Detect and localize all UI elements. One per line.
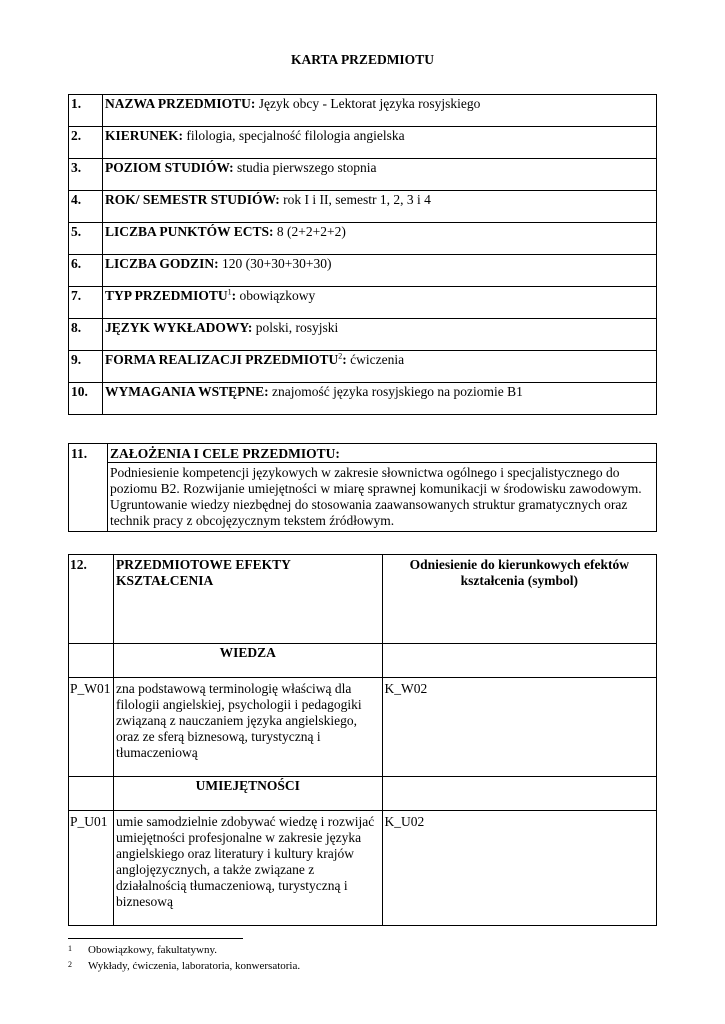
field-value: 120 (30+30+30+30)	[222, 256, 332, 271]
row-number: 5.	[69, 223, 103, 255]
footnote-separator	[68, 938, 243, 939]
course-info-table	[68, 94, 657, 415]
info-cell: FORMA REALIZACJI PRZEDMIOTU$^2$: ćwiczenia	[103, 351, 657, 383]
info-row	[69, 191, 657, 223]
outcome-description: umie samodzielnie zdobywać wiedzę i rozwijać umiejętności profesjonalne w zakresie języka angielskiego oraz literatury i kultury krajów anglojęzycznych, a także związane z działalnością tłumaczeniową, turystyczną i biznesową	[113, 811, 382, 926]
info-row	[69, 223, 657, 255]
info-cell: TYP PRZEDMIOTU$^1$: obowiązkowy	[103, 287, 657, 319]
outcome-code: P_U01	[69, 811, 114, 926]
row-number: 10.	[69, 383, 103, 415]
info-row	[69, 159, 657, 191]
row-number: 4.	[69, 191, 103, 223]
field-label: JĘZYK WYKŁADOWY:	[105, 320, 253, 335]
info-row	[69, 287, 657, 319]
info-row	[69, 351, 657, 383]
row-number: 9.	[69, 351, 103, 383]
field-label: KIERUNEK:	[105, 128, 184, 143]
field-label: ROK/ SEMESTR STUDIÓW:	[105, 192, 280, 207]
field-value: ćwiczenia	[350, 352, 405, 367]
field-label: TYP PRZEDMIOTU	[105, 288, 228, 303]
row-number: 8.	[69, 319, 103, 351]
goals-heading: ZAŁOŻENIA I CELE PRZEDMIOTU:	[108, 444, 657, 463]
section-title-umiejetnosci: UMIEJĘTNOŚCI	[113, 777, 382, 811]
footnote-2: 2 Wykłady, ćwiczenia, laboratoria, konwersatoria.	[68, 960, 301, 972]
field-label: WYMAGANIA WSTĘPNE:	[105, 384, 269, 399]
footnote-ref: 2	[338, 351, 343, 361]
info-cell	[103, 223, 657, 255]
outcome-row	[69, 811, 657, 926]
field-value: Język obcy - Lektorat języka rosyjskiego	[258, 96, 481, 111]
field-value: filologia, specjalność filologia angielska	[186, 128, 405, 143]
footnote-ref: 1	[227, 287, 232, 297]
row-number: 2.	[69, 127, 103, 159]
info-row	[69, 127, 657, 159]
row-number: 6.	[69, 255, 103, 287]
row-number: 7.	[69, 287, 103, 319]
info-cell	[103, 191, 657, 223]
field-value: rok I i II, semestr 1, 2, 3 i 4	[283, 192, 431, 207]
field-label: NAZWA PRZEDMIOTU:	[105, 96, 256, 111]
outcomes-header: PRZEDMIOTOWE EFEKTY KSZTAŁCENIA	[113, 555, 382, 644]
row-number: 11.	[69, 444, 108, 532]
info-cell	[103, 127, 657, 159]
goals-body: Podniesienie kompetencji językowych w zakresie słownictwa ogólnego i specjalistycznego do poziomu B2. Rozwijanie umiejętności w miarę sprawnej komunikacji w środowisku zawodowym. Ugruntowanie wiedzy niezbędnej do stosowania zaawansowanych struktur gramatycznych oraz technik pracy z obcojęzycznym tekstem źródłowym.	[108, 463, 657, 532]
field-value: obowiązkowy	[239, 288, 316, 303]
field-value: studia pierwszego stopnia	[237, 160, 377, 175]
field-label: POZIOM STUDIÓW:	[105, 160, 234, 175]
field-value: 8 (2+2+2+2)	[276, 224, 346, 239]
info-row	[69, 383, 657, 415]
info-row	[69, 319, 657, 351]
info-row	[69, 255, 657, 287]
info-cell	[103, 159, 657, 191]
document-title: KARTA PRZEDMIOTU	[291, 52, 434, 67]
info-cell	[103, 255, 657, 287]
row-number: 1.	[69, 95, 103, 127]
info-cell	[103, 95, 657, 127]
footnote-1: 1 Obowiązkowy, fakultatywny.	[68, 944, 218, 956]
outcome-description: zna podstawową terminologię właściwą dla filologii angielskiej, psychologii i pedagogiki związaną z nauczaniem języka angielskiego, oraz ze sferą biznesową, turystyczną i tłumaczeniową	[113, 678, 382, 777]
reference-header: Odniesienie do kierunkowych efektów kształcenia (symbol)	[382, 555, 656, 644]
row-number: 3.	[69, 159, 103, 191]
learning-outcomes-table	[68, 554, 657, 926]
outcome-reference: K_W02	[382, 678, 656, 777]
outcome-code: P_W01	[69, 678, 114, 777]
info-cell	[103, 319, 657, 351]
field-value: znajomość języka rosyjskiego na poziomie B1	[272, 384, 523, 399]
outcome-row	[69, 678, 657, 777]
row-number: 12.	[69, 555, 114, 644]
section-title-wiedza: WIEDZA	[113, 644, 382, 678]
info-cell	[103, 383, 657, 415]
course-goals-table	[68, 443, 657, 532]
field-value: polski, rosyjski	[255, 320, 339, 335]
info-row	[69, 95, 657, 127]
field-label: LICZBA PUNKTÓW ECTS:	[105, 224, 274, 239]
field-label: LICZBA GODZIN:	[105, 256, 219, 271]
field-label: FORMA REALIZACJI PRZEDMIOTU	[105, 352, 339, 367]
outcome-reference: K_U02	[382, 811, 656, 926]
